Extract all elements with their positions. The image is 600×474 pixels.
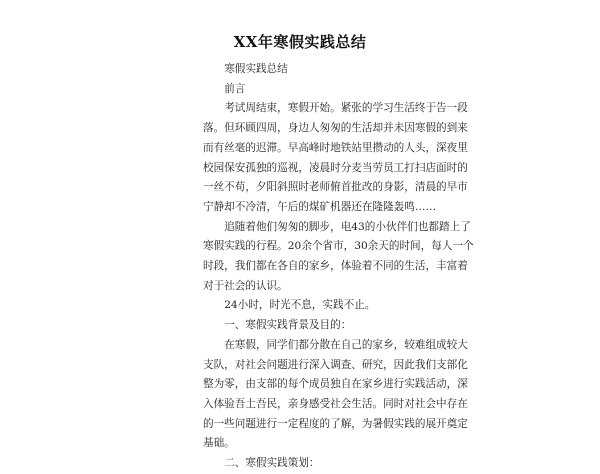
- text-line: 而有丝毫的迟滞。早高峰时地铁站里攒动的人头，深夜里: [203, 141, 468, 154]
- paragraph-background: [203, 336, 468, 454]
- text-line: 一、寒假实践背景及目的：: [224, 319, 352, 332]
- paragraph-planning-heading: [203, 454, 415, 474]
- text-line: 对于社会的认识。: [203, 279, 288, 292]
- paragraph-intro: [203, 99, 468, 217]
- paragraph-followup: [203, 218, 474, 297]
- document-title: XX年寒假实践总结: [233, 33, 367, 51]
- text-line: 的一些问题进行一定程度的了解，为暑假实践的展开奠定: [203, 417, 468, 430]
- text-line: 入体验吾土吾民，亲身感受社会生活。同时对社会中存在: [203, 397, 468, 410]
- text-line: 24小时，时光不息，实践不止。: [224, 299, 376, 312]
- paragraph-preface-heading: [203, 80, 415, 100]
- text-line: 落。但环顾四周，身边人匆匆的生活却并未因寒假的到来: [203, 122, 468, 135]
- text-line: 追随着他们匆匆的脚步，电43的小伙伴们也都踏上了: [224, 220, 471, 233]
- text-line: 在寒假，同学们都分散在自己的家乡，较难组成较大: [224, 338, 468, 351]
- paragraph-motto: [203, 296, 415, 316]
- text-line: 整为零，由支部的每个成员独自在家乡进行实践活动，深: [203, 378, 468, 391]
- paragraph-background-heading: [203, 316, 415, 336]
- text-line: 前言: [224, 82, 246, 95]
- paragraph-section-heading: [203, 60, 415, 80]
- text-line: 寒假实践总结: [224, 63, 288, 75]
- text-line: 支队，对社会问题进行深入调查、研究，因此我们支部化: [203, 358, 468, 371]
- text-line: 二、寒假实践策划：: [224, 457, 320, 470]
- text-line: 时段，我们都在各自的家乡，体验着不同的生活，丰富着: [203, 260, 468, 273]
- text-line: 考试周结束，寒假开始。紧张的学习生活终于告一段: [224, 102, 468, 115]
- text-line: 寒假实践的行程。20余个省市，30余天的时间，每人一个: [203, 240, 474, 253]
- text-line: 校园保安孤独的巡视，凌晨时分麦当劳员工打扫店面时的: [203, 161, 468, 174]
- text-line: 宁静却不冷清，午后的煤矿机器还在隆隆轰鸣……: [203, 200, 437, 213]
- document-body: [203, 60, 474, 474]
- text-line: 一丝不苟，夕阳斜照时老师俯首批改的身影，清晨的早市: [203, 181, 468, 194]
- text-line: 基础。: [203, 437, 235, 450]
